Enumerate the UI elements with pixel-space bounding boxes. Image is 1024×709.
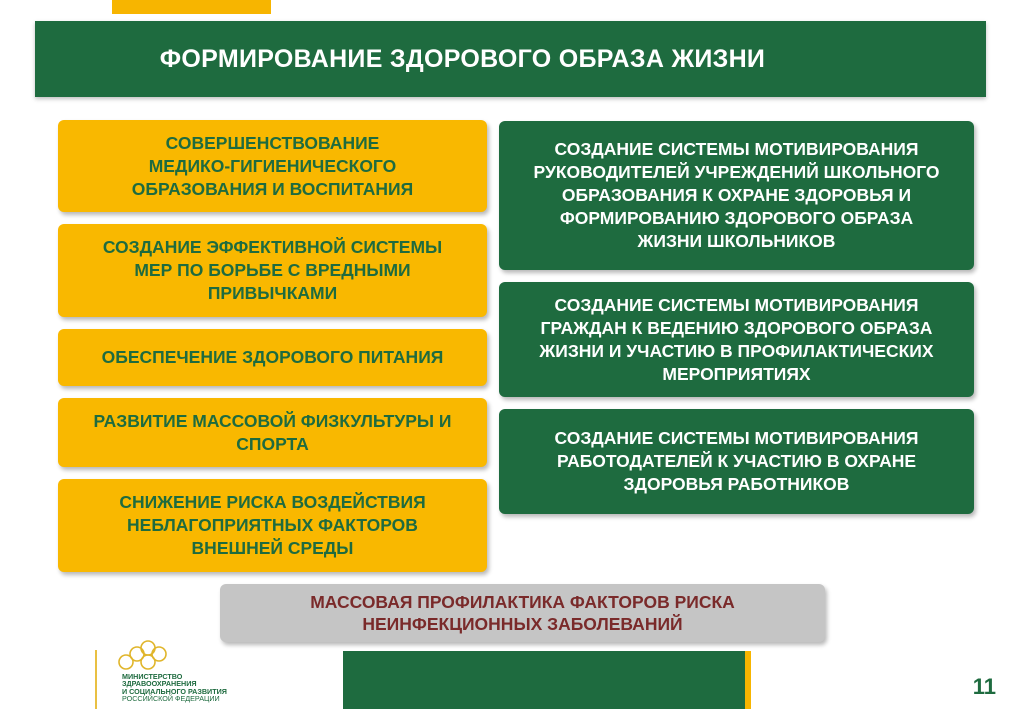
ministry-logo-text <box>122 673 227 703</box>
box-motivation-school-heads: СОЗДАНИЕ СИСТЕМЫ МОТИВИРОВАНИЯ РУКОВОДИТЕЛЕЙ УЧРЕЖДЕНИЙ ШКОЛЬНОГО ОБРАЗОВАНИЯ К ОХРАНЕ ЗДОРОВЬЯ И ФОРМИРОВАНИЮ ЗДОРОВОГО ОБРАЗА ЖИЗНИ ШКОЛЬНИКОВ <box>499 121 974 270</box>
box-mass-sports: РАЗВИТИЕ МАССОВОЙ ФИЗКУЛЬТУРЫ И СПОРТА <box>58 398 487 467</box>
page-number: 11 <box>972 674 996 699</box>
logo-divider-line <box>95 650 97 709</box>
slide-title: ФОРМИРОВАНИЕ ЗДОРОВОГО ОБРАЗА ЖИЗНИ <box>159 44 766 73</box>
ministry-emblem-icon <box>116 640 172 674</box>
logo-line-1: МИНИСТЕРСТВО <box>122 672 183 681</box>
title-banner <box>35 21 986 97</box>
footer-yellow-accent <box>745 651 751 709</box>
footer-green-band <box>343 651 745 709</box>
box-environmental-risk: СНИЖЕНИЕ РИСКА ВОЗДЕЙСТВИЯ НЕБЛАГОПРИЯТНЫХ ФАКТОРОВ ВНЕШНЕЙ СРЕДЫ <box>58 479 487 572</box>
box-healthy-nutrition: ОБЕСПЕЧЕНИЕ ЗДОРОВОГО ПИТАНИЯ <box>58 329 487 386</box>
box-medical-hygienic-education: СОВЕРШЕНСТВОВАНИЕ МЕДИКО-ГИГИЕНИЧЕСКОГО ОБРАЗОВАНИЯ И ВОСПИТАНИЯ <box>58 120 487 212</box>
box-motivation-employers: СОЗДАНИЕ СИСТЕМЫ МОТИВИРОВАНИЯ РАБОТОДАТЕЛЕЙ К УЧАСТИЮ В ОХРАНЕ ЗДОРОВЬЯ РАБОТНИКОВ <box>499 409 974 514</box>
box-motivation-citizens: СОЗДАНИЕ СИСТЕМЫ МОТИВИРОВАНИЯ ГРАЖДАН К ВЕДЕНИЮ ЗДОРОВОГО ОБРАЗА ЖИЗНИ И УЧАСТИЮ В ПРОФИЛАКТИЧЕСКИХ МЕРОПРИЯТИЯХ <box>499 282 974 397</box>
logo-line-4: РОССИЙСКОЙ ФЕДЕРАЦИИ <box>122 694 220 704</box>
top-accent-bar <box>112 0 271 14</box>
box-bad-habits-measures: СОЗДАНИЕ ЭФФЕКТИВНОЙ СИСТЕМЫ МЕР ПО БОРЬБЕ С ВРЕДНЫМИ ПРИВЫЧКАМИ <box>58 224 487 317</box>
logo-line-2: ЗДРАВООХРАНЕНИЯ <box>122 679 197 689</box>
box-mass-prevention: МАССОВАЯ ПРОФИЛАКТИКА ФАКТОРОВ РИСКА НЕИНФЕКЦИОННЫХ ЗАБОЛЕВАНИЙ <box>220 584 825 642</box>
logo-line-3: И СОЦИАЛЬНОГО РАЗВИТИЯ <box>122 686 227 696</box>
